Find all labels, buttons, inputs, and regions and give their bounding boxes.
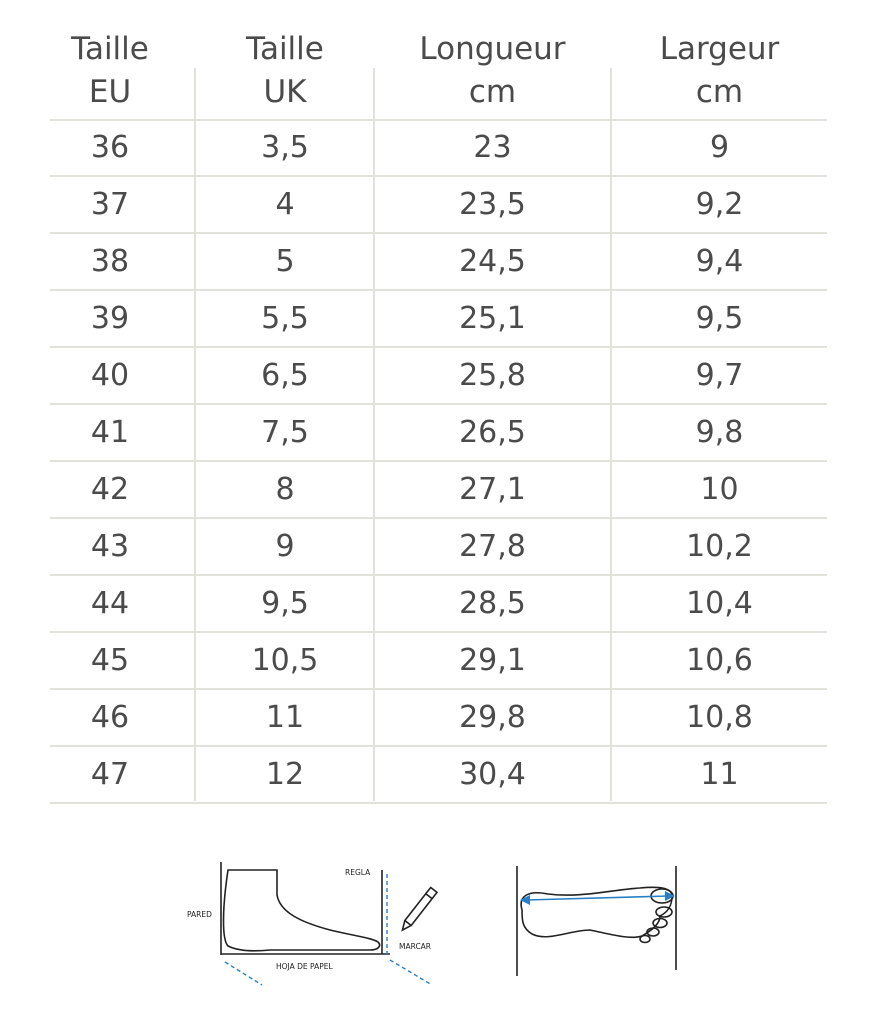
cell-length-cm: 29,8 <box>459 700 526 735</box>
cell-width-cm: 9 <box>709 130 730 165</box>
table-row <box>50 576 827 633</box>
cell-size-uk: 8 <box>275 472 295 507</box>
cell-width-cm: 10,4 <box>686 586 753 621</box>
column-divider <box>194 68 196 801</box>
foot-side-icon <box>224 870 380 951</box>
cell-length-cm: 27,8 <box>459 529 526 564</box>
header-width-line1: Largeur <box>659 31 780 67</box>
cell-width-cm: 11 <box>700 757 739 792</box>
table-row <box>50 633 827 690</box>
header-width-cm <box>612 28 827 114</box>
cell-length-cm: 27,1 <box>459 472 526 507</box>
cell-width-cm: 9,5 <box>695 301 744 336</box>
table-row <box>50 234 827 291</box>
header-size-uk-line2: UK <box>263 74 307 110</box>
cell-width-cm: 9,8 <box>695 415 744 450</box>
header-width-line2: cm <box>695 74 744 110</box>
cell-size-uk: 5 <box>275 244 295 279</box>
cell-length-cm: 24,5 <box>459 244 526 279</box>
cell-width-cm: 10,8 <box>686 700 753 735</box>
table-row <box>50 120 827 177</box>
cell-size-eu: 40 <box>90 358 130 393</box>
size-chart-table <box>50 28 827 804</box>
header-length-cm <box>375 28 610 114</box>
cell-length-cm: 23,5 <box>459 187 526 222</box>
cell-length-cm: 30,4 <box>459 757 526 792</box>
cell-size-uk: 9 <box>275 529 295 564</box>
cell-length-cm: 29,1 <box>459 643 526 678</box>
table-header <box>50 28 827 120</box>
cell-length-cm: 28,5 <box>459 586 526 621</box>
cell-size-uk: 7,5 <box>261 415 309 450</box>
label-hoja-de-papel: HOJA DE PAPEL <box>276 962 333 971</box>
cell-size-uk: 12 <box>265 757 305 792</box>
cell-size-eu: 38 <box>90 244 130 279</box>
cell-width-cm: 9,7 <box>695 358 744 393</box>
cell-length-cm: 23 <box>473 130 512 165</box>
header-size-uk-line1: Taille <box>246 31 324 67</box>
header-length-line1: Longueur <box>419 31 566 67</box>
header-size-eu-line2: EU <box>88 74 132 110</box>
cell-size-uk: 6,5 <box>261 358 309 393</box>
table-row <box>50 519 827 576</box>
cell-size-uk: 3,5 <box>261 130 309 165</box>
header-size-eu-line1: Taille <box>71 31 149 67</box>
cell-size-eu: 43 <box>90 529 130 564</box>
cell-size-eu: 46 <box>90 700 130 735</box>
cell-length-cm: 25,8 <box>459 358 526 393</box>
cell-size-eu: 37 <box>90 187 130 222</box>
arrow-head-right-icon <box>665 891 675 901</box>
cell-size-uk: 5,5 <box>261 301 309 336</box>
table-row <box>50 291 827 348</box>
header-length-line2: cm <box>468 74 517 110</box>
cell-size-uk: 4 <box>275 187 295 222</box>
column-divider <box>610 68 612 801</box>
cell-size-eu: 36 <box>90 130 130 165</box>
cell-length-cm: 26,5 <box>459 415 526 450</box>
measuring-diagrams <box>0 850 881 1010</box>
cell-width-cm: 9,4 <box>695 244 744 279</box>
table-row <box>50 405 827 462</box>
header-size-uk <box>195 28 375 114</box>
label-marcar: MARCAR <box>399 942 432 951</box>
table-body <box>50 120 827 804</box>
cell-width-cm: 10,2 <box>686 529 753 564</box>
table-row <box>50 690 827 747</box>
header-size-eu <box>50 28 170 114</box>
top-foot-diagram <box>517 866 676 976</box>
table-row <box>50 462 827 519</box>
cell-size-eu: 41 <box>90 415 130 450</box>
cell-size-uk: 9,5 <box>261 586 309 621</box>
cell-size-eu: 42 <box>90 472 130 507</box>
table-row <box>50 747 827 804</box>
table-row <box>50 177 827 234</box>
foot-top-icon <box>521 887 672 937</box>
cell-size-eu: 44 <box>90 586 130 621</box>
cell-length-cm: 25,1 <box>459 301 526 336</box>
cell-width-cm: 10 <box>700 472 739 507</box>
cell-size-eu: 45 <box>90 643 130 678</box>
table-row <box>50 348 827 405</box>
pencil-icon <box>399 887 437 932</box>
cell-size-eu: 47 <box>90 757 130 792</box>
measuring-illustration <box>0 850 881 1010</box>
cell-size-uk: 11 <box>265 700 305 735</box>
cell-width-cm: 10,6 <box>686 643 753 678</box>
column-divider <box>373 68 375 801</box>
cell-size-uk: 10,5 <box>251 643 319 678</box>
cell-size-eu: 39 <box>90 301 130 336</box>
label-regla: REGLA <box>345 868 371 877</box>
label-pared: PARED <box>187 910 212 919</box>
cell-width-cm: 9,2 <box>695 187 744 222</box>
